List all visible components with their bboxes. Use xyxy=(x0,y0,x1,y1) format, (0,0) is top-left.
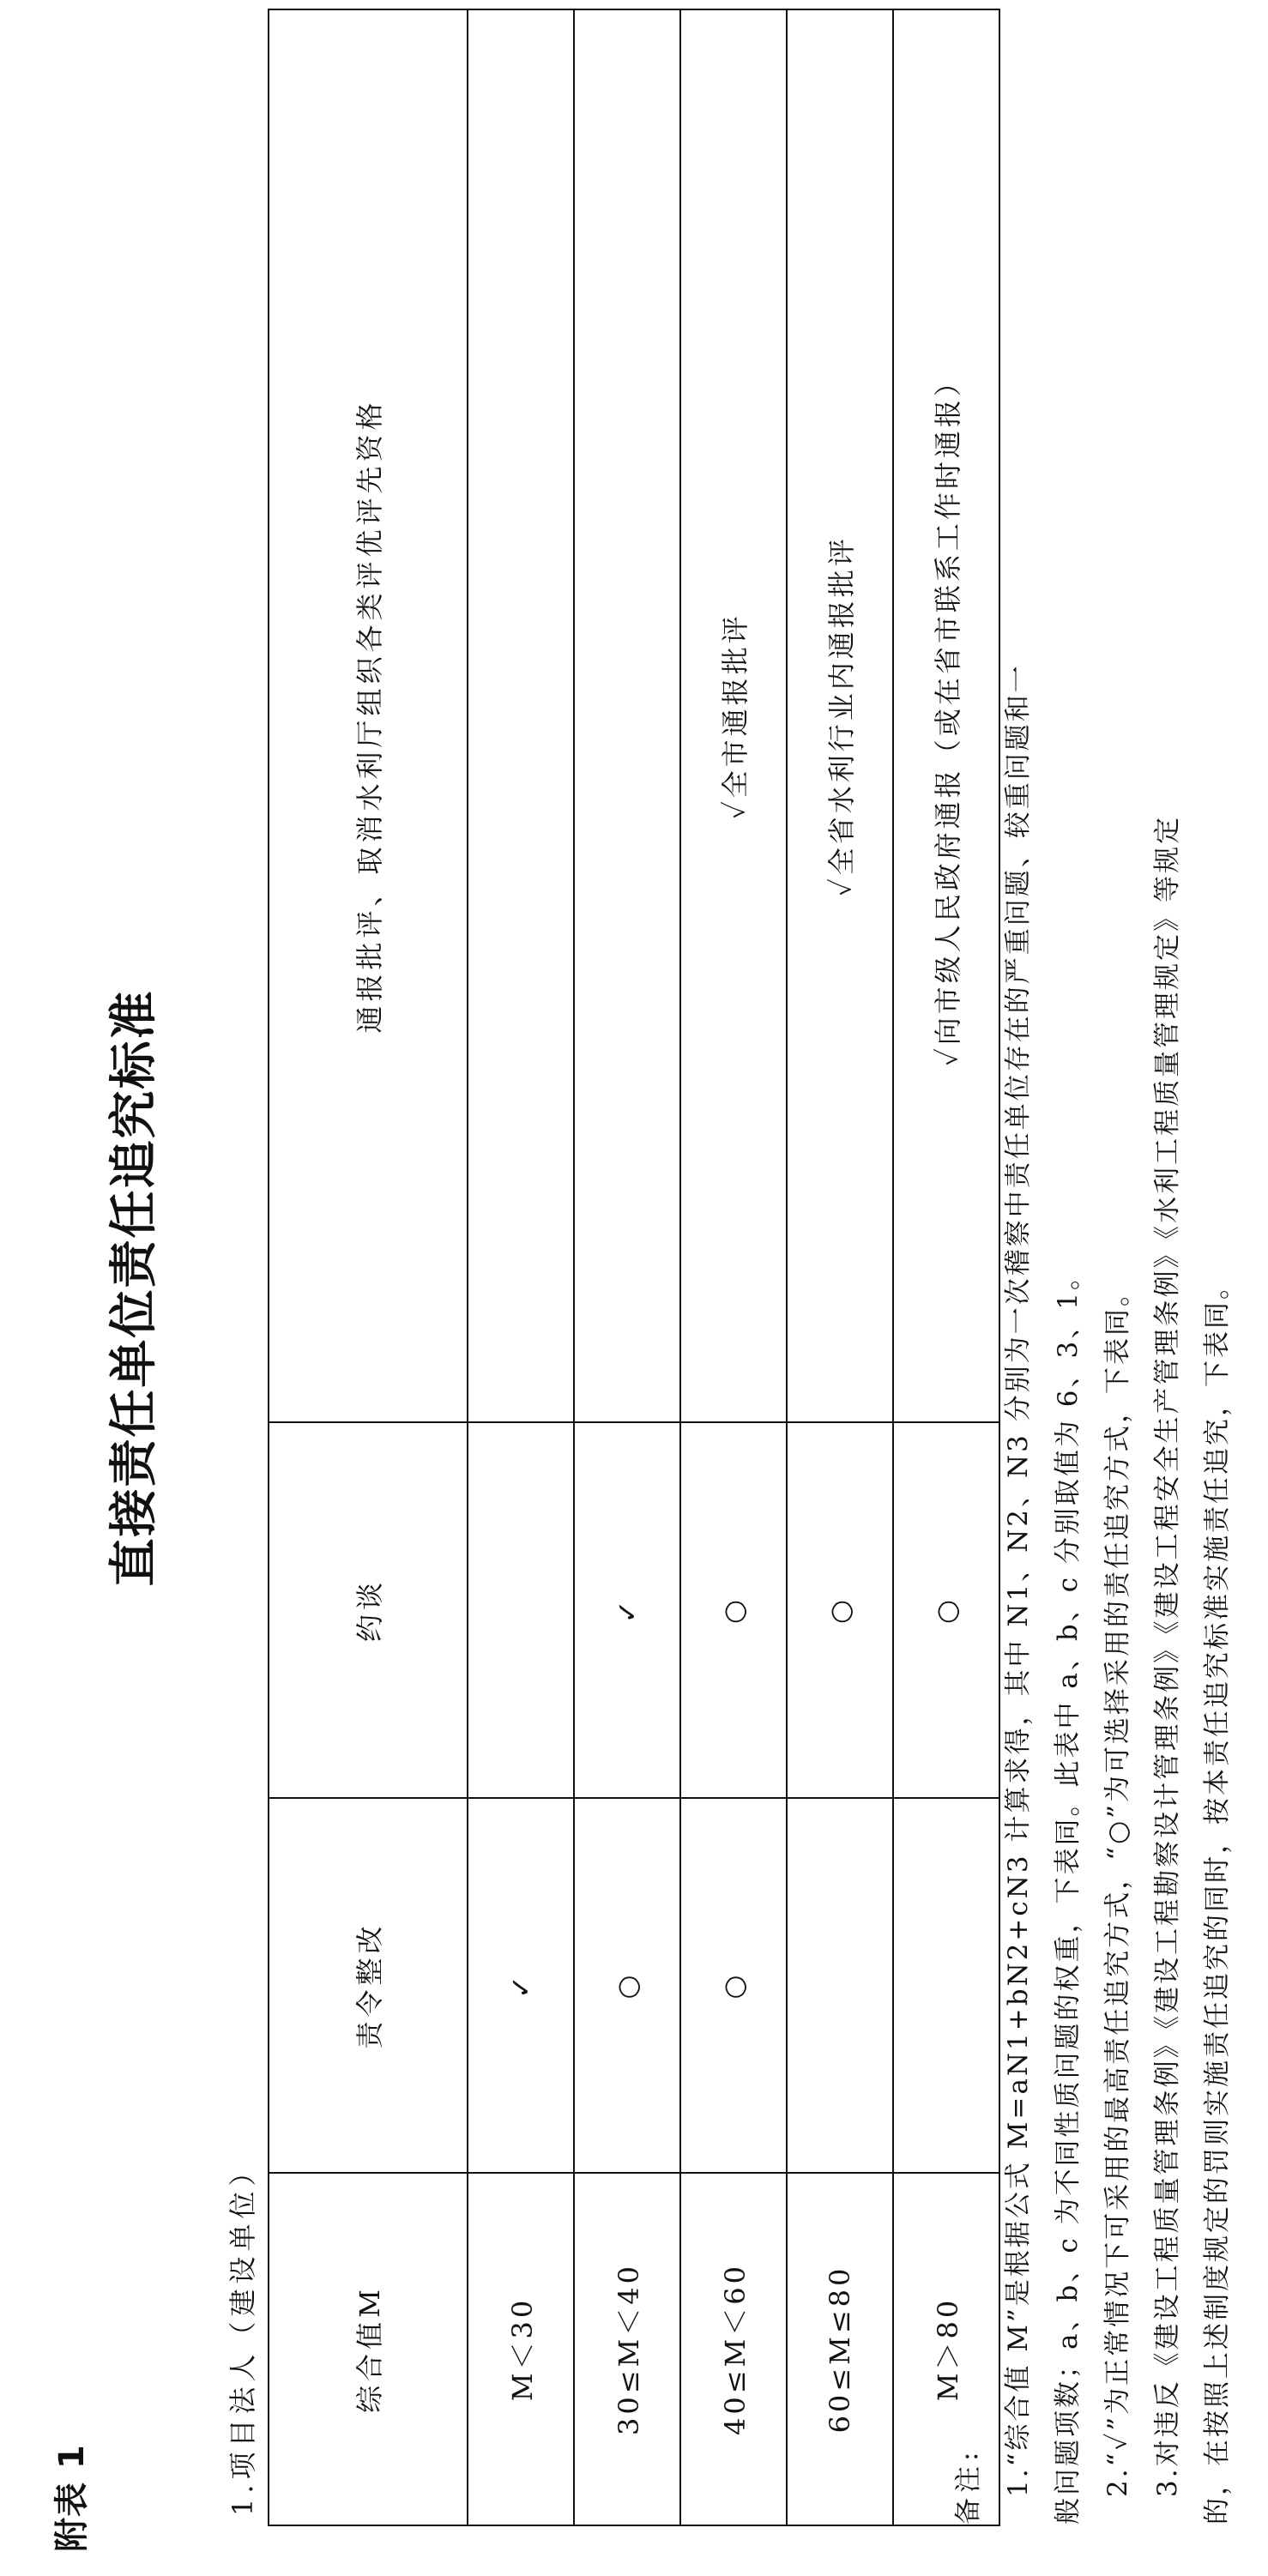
header-cell: 通报批评、取消水利厅组织各类评优评先资格 xyxy=(269,9,468,1422)
table-cell: M＜30 xyxy=(468,2173,574,2525)
table-cell xyxy=(787,1798,893,2173)
note-2: 2.“✓”为正常情况下可采用的最高责任追究方式，“○”为可选择采用的责任追究方式，下表同。 xyxy=(1102,1276,1133,2497)
table-cell xyxy=(468,9,574,1422)
table-cell: ○ xyxy=(787,1422,893,1798)
table-cell: ✓全市通报批评 xyxy=(680,9,787,1422)
notes-section xyxy=(944,11,1242,2525)
table-row xyxy=(574,9,680,2525)
table-cell: ○ xyxy=(574,1798,680,2173)
table-cell: ✓ xyxy=(574,1422,680,1798)
table-cell: M＞80 xyxy=(893,2173,999,2525)
table-row xyxy=(787,9,893,2525)
table-cell: 60≤M≤80 xyxy=(787,2173,893,2525)
table-row xyxy=(680,9,787,2525)
table-cell: ✓ xyxy=(468,1798,574,2173)
appendix-label: 附表 1 xyxy=(52,2444,92,2552)
table-cell: ○ xyxy=(680,1422,787,1798)
table-cell: 30≤M＜40 xyxy=(574,2173,680,2525)
note-3-line-2: 的，在按照上述制度规定的罚则实施责任追究的同时，按本责任追究标准实施责任追究，下表同。 xyxy=(1202,1270,1233,2525)
table-cell: ✓向市级人民政府通报（或在省市联系工作时通报） xyxy=(893,9,999,1422)
header-cell: 约谈 xyxy=(269,1422,468,1798)
note-3-line-1: 3.对违反《建设工程质量管理条例》《建设工程勘察设计管理条例》《建设工程安全生产管理条例》《水利工程质量管理规定》等规定 xyxy=(1152,814,1183,2497)
responsibility-table xyxy=(268,9,1000,2526)
note-1-line-1: 1.“综合值 M”是根据公式 M=aN1+bN2+cN3 计算求得，其中 N1、N2、N3 分别为一次稽察中责任单位存在的严重问题、较重问题和一 xyxy=(1003,663,1034,2497)
table-cell: ○ xyxy=(893,1422,999,1798)
header-cell: 综合值M xyxy=(269,2173,468,2525)
table-header-row xyxy=(269,9,468,2525)
table-row xyxy=(468,9,574,2525)
table-cell: ✓全省水利行业内通报批评 xyxy=(787,9,893,1422)
section-heading: 1.项目法人（建设单位） xyxy=(226,2153,259,2516)
table-cell xyxy=(574,9,680,1422)
note-1-line-2: 般问题项数；a、b、c 为不同性质问题的权重，下表同。此表中 a、b、c 分别取值为 6、3、1。 xyxy=(1053,1261,1084,2525)
table-cell xyxy=(468,1422,574,1798)
table-cell: ○ xyxy=(680,1798,787,2173)
table-cell: 40≤M＜60 xyxy=(680,2173,787,2525)
page-title: 直接责任单位责任追究标准 xyxy=(106,989,162,1587)
notes-label: 备注: xyxy=(953,2446,984,2525)
header-cell: 责令整改 xyxy=(269,1798,468,2173)
